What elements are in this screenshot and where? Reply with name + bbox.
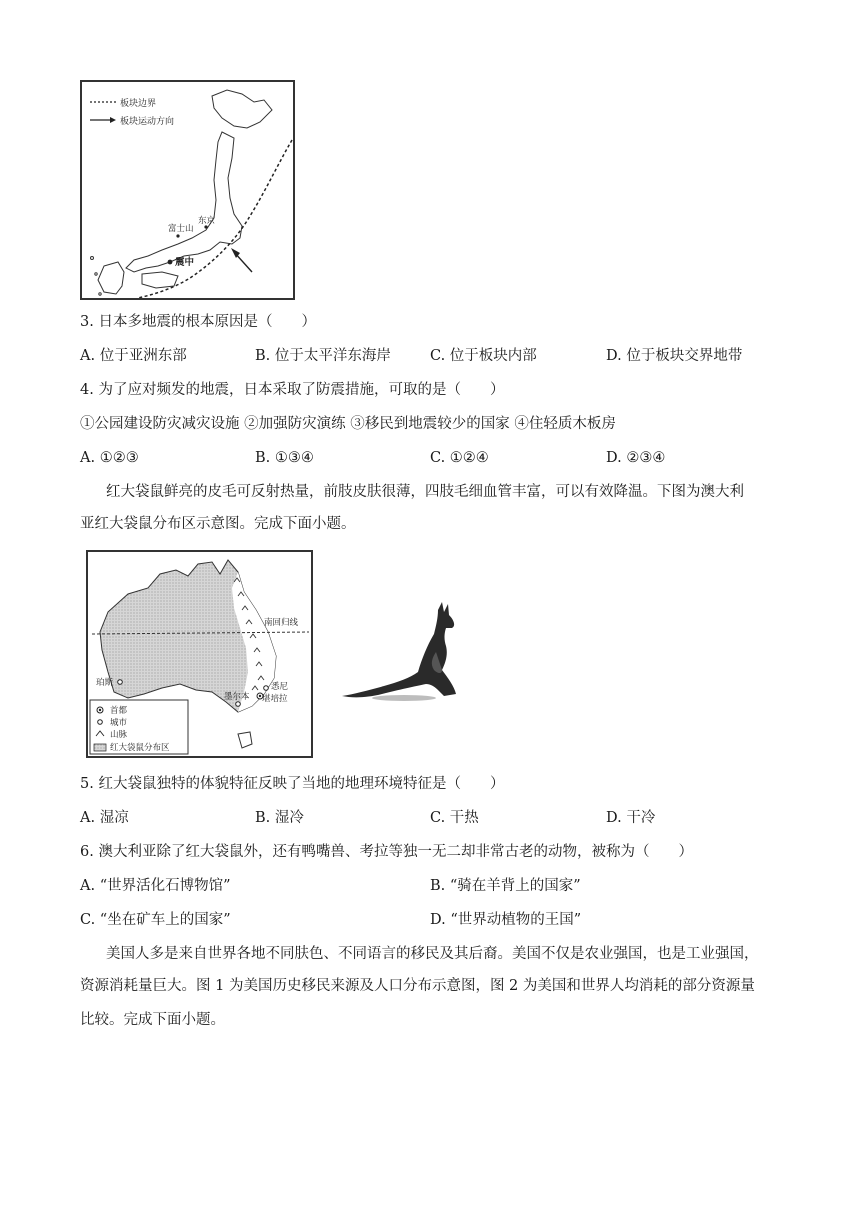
legend-capital: 首都 — [110, 706, 128, 716]
q4-option-a[interactable]: A. ①②③ — [80, 450, 139, 466]
q6-option-a[interactable]: A. “世界活化石博物馆” — [80, 878, 231, 894]
q5-option-c[interactable]: C. 干热 — [430, 810, 479, 826]
q4-items: ①公园建设防灾减灾设施 ②加强防灾演练 ③移民到地震较少的国家 ④住轻质木板房 — [80, 416, 616, 432]
q5-stem: 5. 红大袋鼠独特的体貌特征反映了当地的地理环境特征是（ ） — [80, 776, 505, 792]
q3-option-b[interactable]: B. 位于太平洋东海岸 — [255, 348, 391, 364]
q6-option-d[interactable]: D. “世界动植物的王国” — [430, 912, 582, 928]
legend-mountain: 山脉 — [110, 730, 128, 740]
kangaroo-image — [338, 600, 468, 704]
q5-option-a[interactable]: A. 湿凉 — [80, 810, 129, 826]
q3-option-d[interactable]: D. 位于板块交界地带 — [606, 348, 743, 364]
q6-option-c[interactable]: C. “坐在矿车上的国家” — [80, 912, 231, 928]
kangaroo-intro-line1: 红大袋鼠鲜亮的皮毛可反射热量，前肢皮肤很薄，四肢毛细血管丰富，可以有效降温。下图为澳大利 — [106, 484, 744, 500]
sydney-label: 悉尼 — [271, 682, 289, 692]
q4-option-d[interactable]: D. ②③④ — [606, 450, 666, 466]
japan-map — [80, 80, 295, 300]
direction-legend-label: 板块运动方向 — [120, 117, 175, 127]
legend-range: 红大袋鼠分布区 — [110, 743, 170, 753]
epicenter-label: 震中 — [175, 257, 195, 268]
melbourne-label: 墨尔本 — [224, 692, 250, 702]
q5-option-b[interactable]: B. 湿冷 — [255, 810, 304, 826]
tokyo-label: 东京 — [198, 216, 216, 226]
melbourne-dot — [236, 702, 241, 707]
q3-option-c[interactable]: C. 位于板块内部 — [430, 348, 537, 364]
kangaroo-intro-line2: 亚红大袋鼠分布区示意图。完成下面小题。 — [80, 516, 356, 532]
australia-map — [86, 550, 313, 758]
perth-dot — [118, 680, 123, 685]
q6-stem: 6. 澳大利亚除了红大袋鼠外，还有鸭嘴兽、考拉等独一无二却非常古老的动物，被称为（ ） — [80, 844, 693, 860]
epicenter-dot — [168, 260, 173, 265]
usa-intro-line1: 美国人多是来自世界各地不同肤色、不同语言的移民及其后裔。美国不仅是农业强国，也是工业强国， — [106, 946, 759, 962]
q3-stem: 3. 日本多地震的根本原因是（ ） — [80, 314, 316, 330]
tropic-label: 南回归线 — [264, 618, 299, 628]
fuji-label: 富士山 — [168, 224, 194, 234]
canberra-label: 堪培拉 — [262, 694, 288, 704]
q6-option-b[interactable]: B. “骑在羊背上的国家” — [430, 878, 581, 894]
q3-option-a[interactable]: A. 位于亚洲东部 — [80, 348, 187, 364]
q4-option-b[interactable]: B. ①③④ — [255, 450, 314, 466]
legend-city: 城市 — [110, 718, 128, 728]
perth-label: 珀斯 — [96, 678, 114, 688]
usa-intro-line3: 比较。完成下面小题。 — [80, 1012, 225, 1028]
boundary-legend-label: 板块边界 — [120, 99, 157, 109]
q4-option-c[interactable]: C. ①②④ — [430, 450, 489, 466]
sydney-dot — [264, 686, 269, 691]
usa-intro-line2: 资源消耗量巨大。图 1 为美国历史移民来源及人口分布示意图，图 2 为美国和世界人均消耗的部分资源量 — [80, 978, 755, 994]
q5-option-d[interactable]: D. 干冷 — [606, 810, 656, 826]
q4-stem: 4. 为了应对频发的地震，日本采取了防震措施，可取的是（ ） — [80, 382, 505, 398]
